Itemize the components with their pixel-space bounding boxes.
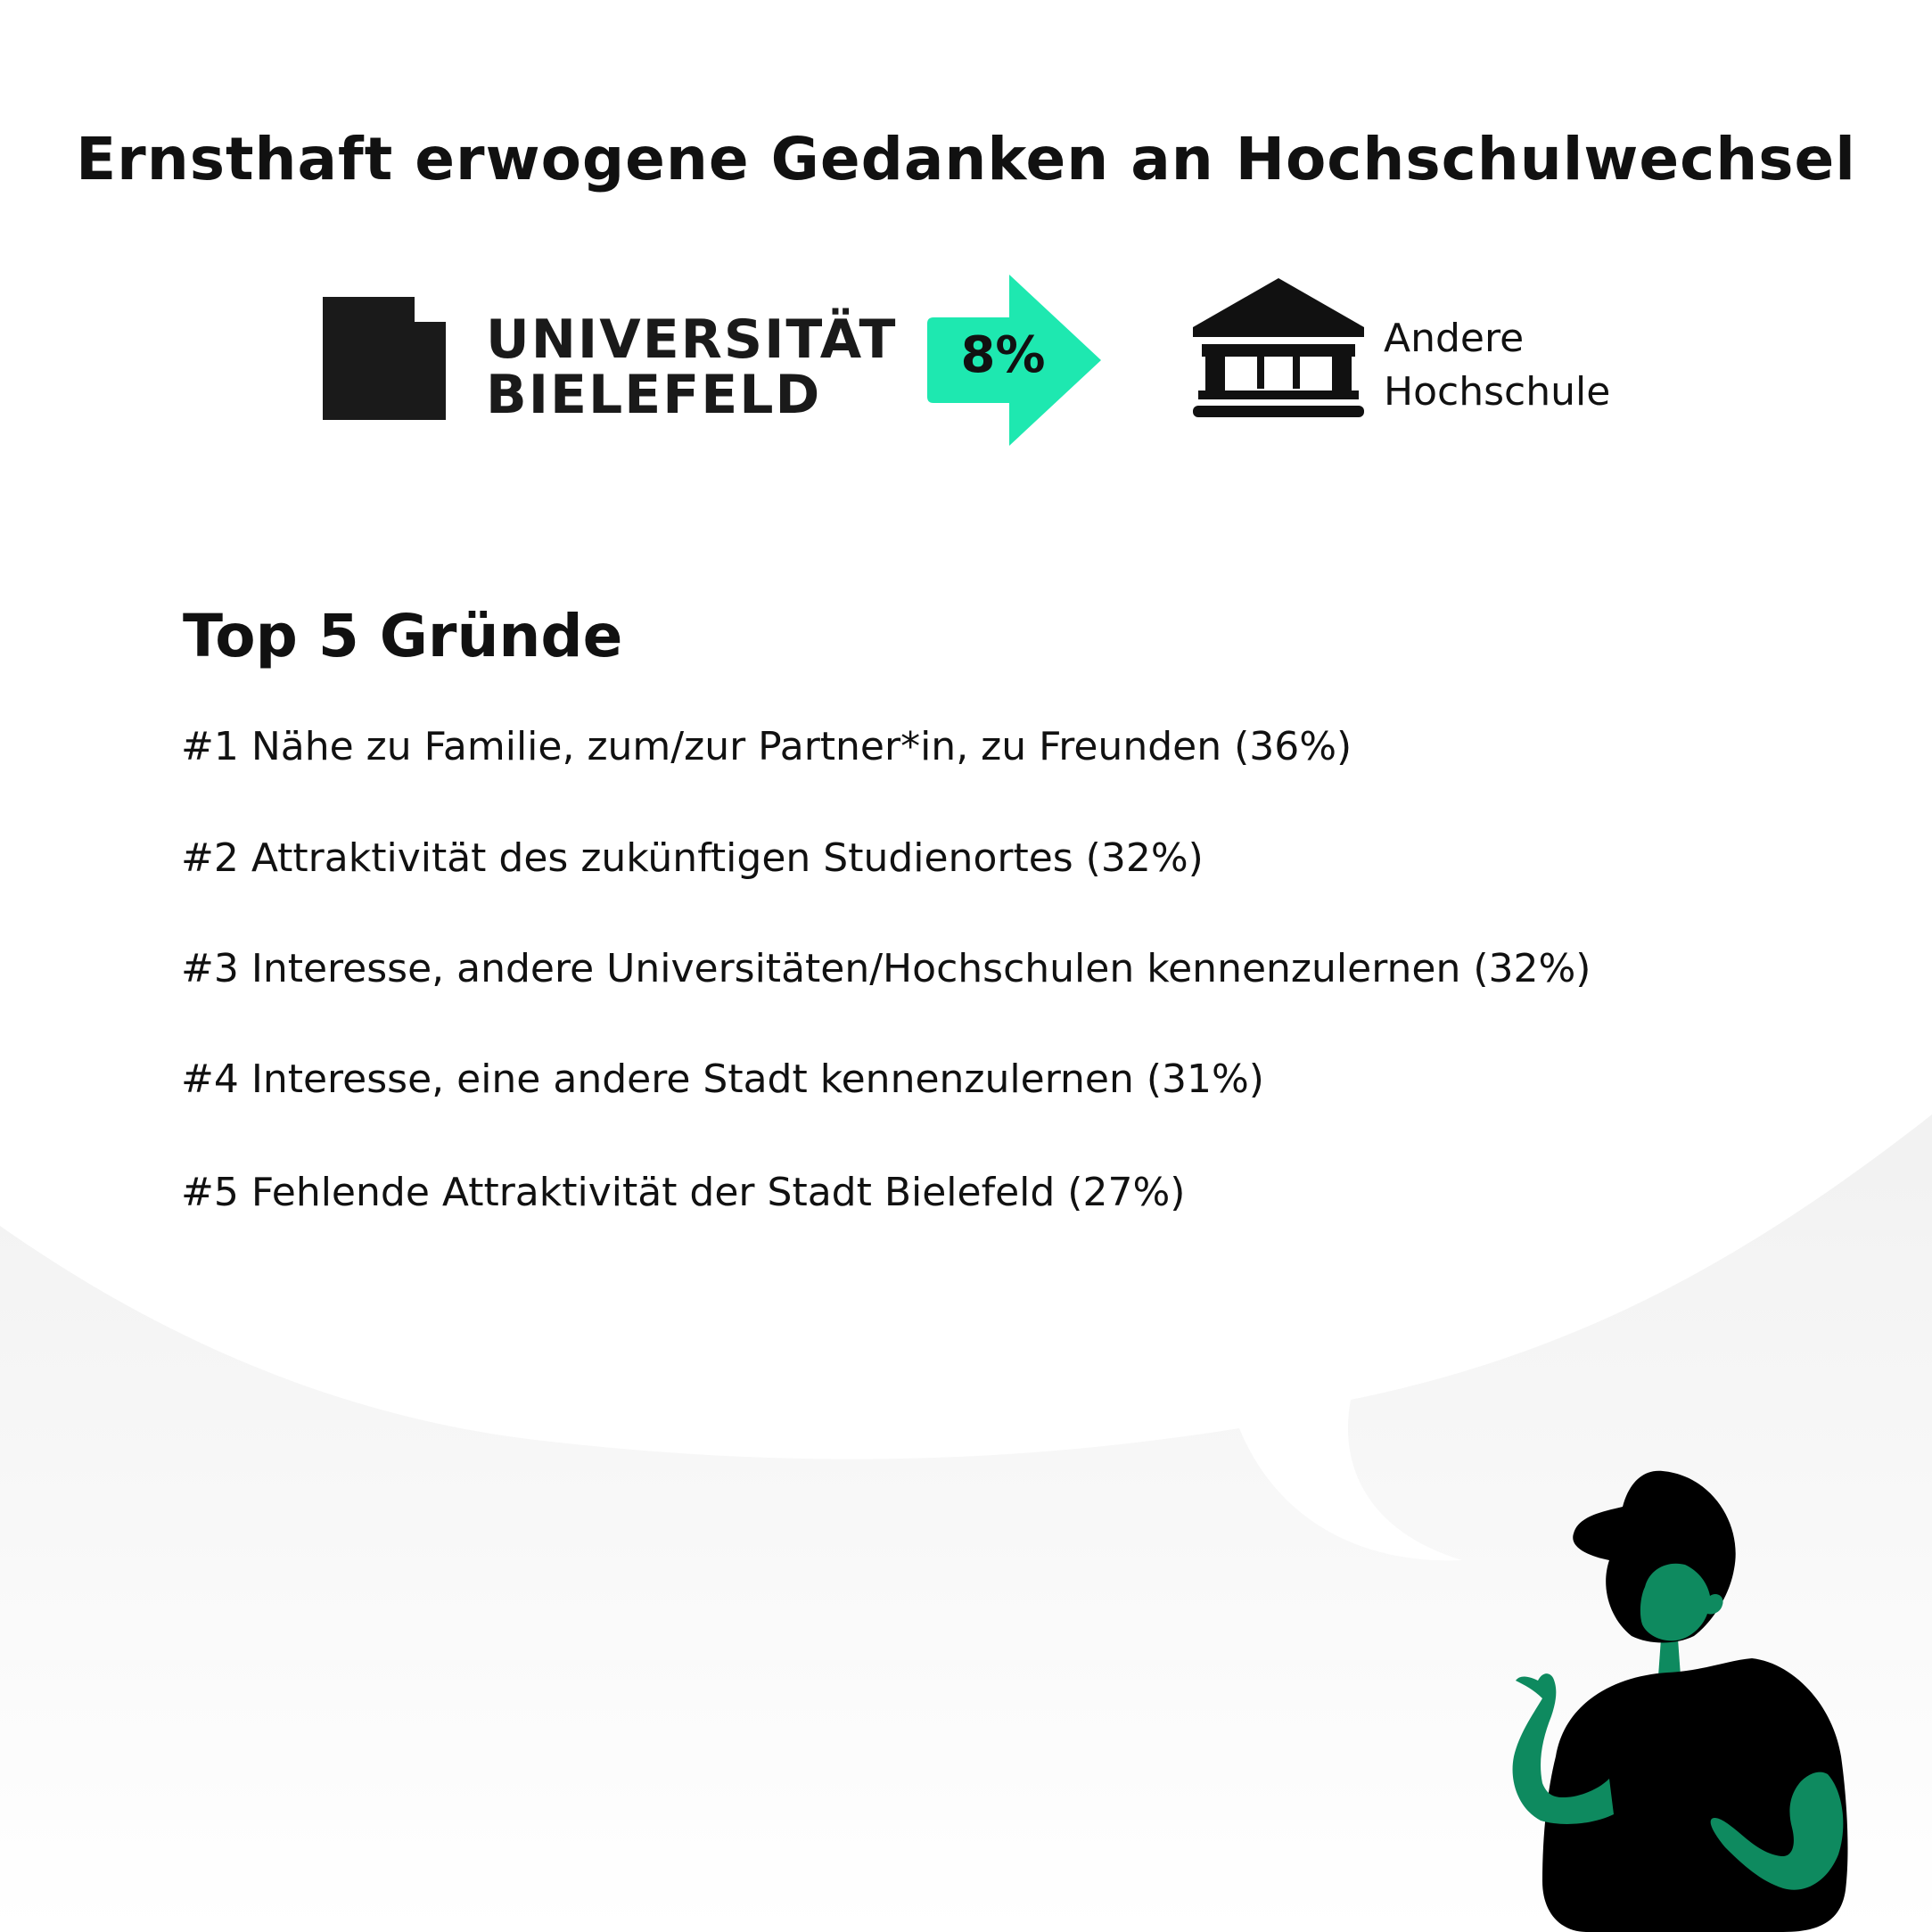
reason-3: #3 Interesse, andere Universitäten/Hochschulen kennenzulernen (32%) <box>181 946 1591 991</box>
destination-line-1: Andere <box>1384 316 1525 361</box>
university-logo-text <box>486 308 898 426</box>
university-building-icon <box>1193 278 1364 419</box>
person-illustration <box>1409 1462 1854 1932</box>
reasons-heading: Top 5 Gründe <box>183 602 623 670</box>
university-logo-mark <box>323 297 446 420</box>
reason-1: #1 Nähe zu Familie, zum/zur Partner*in, zu Freunden (36%) <box>181 724 1352 769</box>
reason-2: #2 Attraktivität des zukünftigen Studienortes (32%) <box>181 835 1204 881</box>
logo-line-1: UNIVERSITÄT <box>486 308 898 371</box>
reason-4: #4 Interesse, eine andere Stadt kennenzulernen (31%) <box>181 1056 1264 1102</box>
logo-line-2: BIELEFELD <box>486 364 822 426</box>
page-title: Ernsthaft erwogene Gedanken an Hochschulwechsel <box>76 125 1856 193</box>
switch-percentage: 8% <box>960 326 1046 384</box>
destination-line-2: Hochschule <box>1384 369 1611 415</box>
destination-label <box>1384 312 1610 419</box>
reason-5: #5 Fehlende Attraktivität der Stadt Bielefeld (27%) <box>181 1170 1186 1215</box>
